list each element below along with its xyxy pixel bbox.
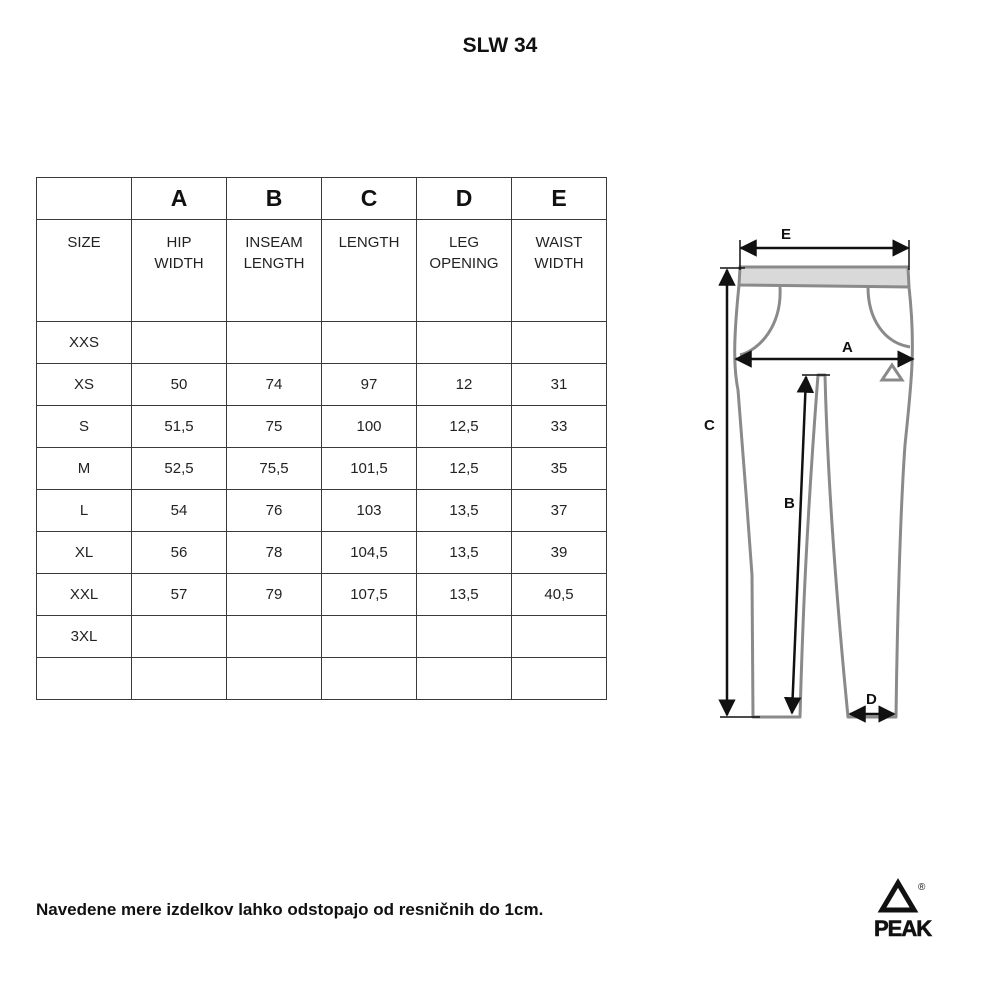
column-letter [132,178,227,220]
table-cell [417,364,512,406]
right-pocket [868,287,910,347]
table-cell [322,406,417,448]
table-cell [227,364,322,406]
table-row [37,406,607,448]
table-row [37,322,607,364]
table-cell-text: XL [74,544,94,561]
table-cell [512,490,607,532]
table-cell-text: 100 [356,418,382,435]
table-cell-text: 35 [550,460,568,477]
table-cell [322,574,417,616]
table-row [37,490,607,532]
table-cell-text: 97 [360,376,378,393]
table-cell-text: 13,5 [449,544,479,561]
table-cell [227,406,322,448]
table-cell-text: 57 [170,586,188,603]
table-cell-text: 13,5 [449,586,479,603]
table-cell-text: 107,5 [350,586,388,603]
table-cell-text: 40,5 [544,586,574,603]
table-cell-text: L [79,502,89,519]
column-label [227,220,322,322]
table-cell [37,490,132,532]
table-cell-text: 52,5 [164,460,194,477]
table-cell [512,574,607,616]
table-cell-text: 3XL [70,628,98,645]
column-letter-text: C [360,185,378,211]
column-label [132,220,227,322]
table-cell [132,532,227,574]
brand-name: PEAK [874,916,932,941]
table-cell [322,616,417,658]
table-cell-text: 78 [265,544,283,561]
table-cell [417,532,512,574]
table-cell-text: 79 [265,586,283,603]
table-cell [322,322,417,364]
table-cell [512,616,607,658]
column-label-text: LEG OPENING [429,234,499,272]
table-cell [132,658,227,700]
peak-logo-mark [882,365,902,380]
table-cell-text: S [78,418,89,435]
table-cell-text: 103 [356,502,382,519]
table-cell [417,658,512,700]
pants-body [735,285,913,717]
column-label [322,220,417,322]
table-cell-text: 54 [170,502,188,519]
table-cell [322,490,417,532]
header-row-letters [37,178,607,220]
table-cell-text: M [77,460,91,477]
table-row [37,616,607,658]
dimension-label-b: B [784,495,795,512]
column-letter [417,178,512,220]
table-cell-text: 12,5 [449,460,479,477]
header-row-labels [37,220,607,322]
table-cell-text: 31 [550,376,568,393]
column-label-text: SIZE [67,234,101,251]
table-cell-text: 51,5 [164,418,194,435]
table-cell-text: XXL [69,586,99,603]
column-letter [227,178,322,220]
table-cell [417,616,512,658]
table-cell-text: 75 [265,418,283,435]
table-row [37,658,607,700]
dimension-label-c: C [704,417,715,434]
table-cell [512,448,607,490]
column-letter-text: A [170,185,188,211]
table-cell-text: 75,5 [259,460,289,477]
table-cell [512,658,607,700]
table-cell [37,322,132,364]
column-letter-text: E [551,185,567,211]
table-cell [227,322,322,364]
column-label-text: HIP WIDTH [154,234,204,272]
table-cell [132,406,227,448]
page-title: SLW 34 [462,34,538,57]
table-cell [37,364,132,406]
waistband [739,267,909,287]
table-cell-text: 74 [265,376,283,393]
table-cell [322,658,417,700]
table-cell [37,448,132,490]
column-label [417,220,512,322]
left-pocket [740,287,780,355]
column-label-text: WAIST WIDTH [534,234,584,272]
column-letter [37,178,132,220]
table-cell-text: 12 [455,376,473,393]
column-letter-text: B [265,185,283,211]
table-cell [417,490,512,532]
table-cell-text: 76 [265,502,283,519]
pants-outline [735,267,913,717]
dimension-label-a: A [842,339,853,356]
column-letter [512,178,607,220]
table-row [37,532,607,574]
table-row [37,448,607,490]
table-cell-text: 50 [170,376,188,393]
arrow-b [792,377,806,713]
table-cell [417,322,512,364]
table-cell-text: 104,5 [350,544,388,561]
table-cell [417,574,512,616]
table-cell [227,658,322,700]
table-cell-text: 101,5 [350,460,388,477]
table-cell-text: 39 [550,544,568,561]
table-cell-text: 12,5 [449,418,479,435]
table-cell [132,448,227,490]
table-cell [37,406,132,448]
registered-mark: ® [918,882,926,893]
table-cell [227,574,322,616]
peak-logo [870,878,945,943]
column-label [512,220,607,322]
column-label-text: INSEAM LENGTH [243,234,305,272]
column-letter [322,178,417,220]
table-cell-text: XXS [68,334,99,351]
table-cell [417,448,512,490]
disclaimer-note: Navedene mere izdelkov lahko odstopajo od resničnih do 1cm. [36,900,544,919]
column-letter-text: D [455,185,473,211]
table-cell [132,364,227,406]
table-cell [417,406,512,448]
table-cell [322,364,417,406]
table-row [37,574,607,616]
table-cell [512,364,607,406]
table-cell [322,448,417,490]
table-cell [227,532,322,574]
dimension-label-d: D [866,691,877,708]
table-cell [37,658,132,700]
column-label-text: LENGTH [338,234,400,251]
table-cell [512,406,607,448]
table-row [37,364,607,406]
table-cell-text: XS [73,376,94,393]
table-cell [37,574,132,616]
dimension-arrows [720,240,913,717]
table-cell [227,490,322,532]
table-cell [322,532,417,574]
table-cell-text: 56 [170,544,188,561]
column-label [37,220,132,322]
table-cell [512,532,607,574]
table-cell [132,616,227,658]
dimension-label-e: E [781,226,792,243]
table-cell [37,532,132,574]
table-cell-text: 13,5 [449,502,479,519]
table-cell-text: 33 [550,418,568,435]
table-cell [512,322,607,364]
table-cell-text: 37 [550,502,568,519]
table-cell [227,448,322,490]
table-cell [132,322,227,364]
size-table [36,177,607,700]
table-cell [227,616,322,658]
table-cell [37,616,132,658]
pants-diagram [700,215,940,735]
table-cell [132,490,227,532]
table-cell [132,574,227,616]
peak-triangle-icon [882,883,914,910]
